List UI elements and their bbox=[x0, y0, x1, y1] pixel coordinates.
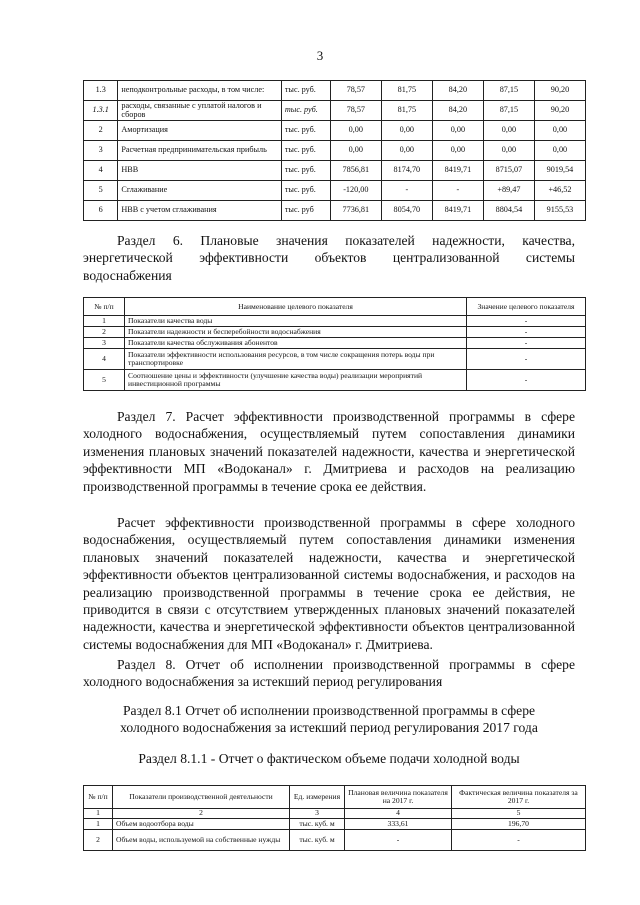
row-unit: тыс. руб. bbox=[281, 161, 330, 181]
row-name: Показатели качества обслуживания абонентов bbox=[125, 338, 467, 349]
row-value: 9155,53 bbox=[534, 201, 585, 221]
header-unit: Ед. измерения bbox=[290, 786, 345, 809]
index-cell: 1 bbox=[84, 809, 113, 819]
row-number: 4 bbox=[84, 349, 125, 370]
row-value: 0,00 bbox=[432, 141, 483, 161]
table-row bbox=[84, 316, 586, 327]
row-unit: тыс. руб. bbox=[281, 81, 330, 101]
header-value: Значение целевого показателя bbox=[467, 298, 586, 316]
row-value: - bbox=[467, 327, 586, 338]
row-plan: - bbox=[345, 830, 452, 851]
efficiency-text: Расчет эффективности производственной программы в сфере холодного водоснабжения, осуществляемый путем сопоставления динамики изменения плановых значений показателей надежности, качества и энергетической эффективности объектов централизованной системы водоснабжения, и расходов на реализацию производственной программы в течение срока ее действия, не приводится в связи с отсутствием утвержденных плановых значений показателей надежности, качества и энергетической эффективности объектов централизованной системы водоснабжения для МП «Водоканал» г. Дмитриева. bbox=[83, 515, 575, 652]
table-row bbox=[84, 121, 586, 141]
row-number: 4 bbox=[84, 161, 118, 181]
row-value: 8804,54 bbox=[483, 201, 534, 221]
row-value: +46,52 bbox=[534, 181, 585, 201]
target-indicators-table bbox=[83, 297, 586, 391]
row-number: 2 bbox=[84, 830, 113, 851]
row-value: 87,15 bbox=[483, 101, 534, 121]
row-value: 8419,71 bbox=[432, 161, 483, 181]
row-unit: тыс. куб. м bbox=[290, 819, 345, 830]
row-value: 90,20 bbox=[534, 81, 585, 101]
row-value: 8054,70 bbox=[381, 201, 432, 221]
header-plan: Плановая величина показателя на 2017 г. bbox=[345, 786, 452, 809]
row-value: - bbox=[432, 181, 483, 201]
row-value: 0,00 bbox=[483, 141, 534, 161]
index-cell: 4 bbox=[345, 809, 452, 819]
row-value: 8715,07 bbox=[483, 161, 534, 181]
row-value: 0,00 bbox=[381, 141, 432, 161]
table-row bbox=[84, 141, 586, 161]
row-value: 7736,81 bbox=[330, 201, 381, 221]
row-name: Амортизация bbox=[118, 121, 282, 141]
table-row bbox=[84, 349, 586, 370]
row-value: 9019,54 bbox=[534, 161, 585, 181]
section-8-1-1-heading: Раздел 8.1.1 - Отчет о фактическом объеме подачи холодной воды bbox=[138, 751, 520, 766]
row-fact: 196,70 bbox=[452, 819, 586, 830]
row-name: Показатели надежности и бесперебойности водоснабжения bbox=[125, 327, 467, 338]
header-name: Показатели производственной деятельности bbox=[113, 786, 290, 809]
header-num: № п/п bbox=[84, 786, 113, 809]
section-7-text: Раздел 7. Расчет эффективности производственной программы в сфере холодного водоснабжения, осуществляемый путем сопоставления динамики изменения плановых значений показателей надежности, качества и энергетической эффективности МП «Водоканал» г. Дмитриева и расходов на реализацию производственной программы в течение срока ее действия. bbox=[83, 409, 575, 494]
row-name: Расчетная предпринимательская прибыль bbox=[118, 141, 282, 161]
section-8-1-heading bbox=[83, 702, 575, 737]
row-value: 0,00 bbox=[381, 121, 432, 141]
row-plan: 333,61 bbox=[345, 819, 452, 830]
row-number: 2 bbox=[84, 121, 118, 141]
row-value: 0,00 bbox=[432, 121, 483, 141]
row-value: 0,00 bbox=[483, 121, 534, 141]
section-8-1-line2: холодного водоснабжения за истекший период регулирования 2017 года bbox=[120, 720, 538, 736]
water-supply-report-table bbox=[83, 785, 586, 851]
row-number: 3 bbox=[84, 141, 118, 161]
row-value: 78,57 bbox=[330, 81, 381, 101]
row-unit: тыс. руб. bbox=[281, 141, 330, 161]
row-fact: - bbox=[452, 830, 586, 851]
row-name: Объем водоотбора воды bbox=[113, 819, 290, 830]
row-number: 3 bbox=[84, 338, 125, 349]
row-value: 78,57 bbox=[330, 101, 381, 121]
row-value: -120,00 bbox=[330, 181, 381, 201]
row-value: 90,20 bbox=[534, 101, 585, 121]
row-value: 84,20 bbox=[432, 101, 483, 121]
section-6-text: Раздел 6. Плановые значения показателей надежности, качества, энергетической эффективности объектов централизованной системы водоснабжения bbox=[83, 233, 575, 283]
row-value: - bbox=[467, 338, 586, 349]
table-row bbox=[84, 161, 586, 181]
header-fact: Фактическая величина показателя за 2017 г. bbox=[452, 786, 586, 809]
section-6-heading bbox=[83, 232, 575, 284]
table-row bbox=[84, 81, 586, 101]
header-num: № п/п bbox=[84, 298, 125, 316]
table-row bbox=[84, 181, 586, 201]
table-row bbox=[84, 101, 586, 121]
row-unit: тыс. руб bbox=[281, 201, 330, 221]
row-name: Показатели эффективности использования ресурсов, в том числе сокращения потерь воды при транспортировке bbox=[125, 349, 467, 370]
table-header-row bbox=[84, 786, 586, 809]
row-name: Соотношение цены и эффективности (улучшение качества воды) реализации мероприятий инвестиционной программы bbox=[125, 370, 467, 391]
row-number: 6 bbox=[84, 201, 118, 221]
row-number: 1.3.1 bbox=[84, 101, 118, 121]
row-value: - bbox=[467, 349, 586, 370]
row-unit: тыс. куб. м bbox=[290, 830, 345, 851]
section-8-heading bbox=[83, 656, 575, 691]
section-8-text: Раздел 8. Отчет об исполнении производственной программы в сфере холодного водоснабжения за истекший период регулирования bbox=[83, 657, 575, 690]
row-value: - bbox=[467, 370, 586, 391]
row-name: неподконтрольные расходы, в том числе: bbox=[118, 81, 282, 101]
row-value: 0,00 bbox=[330, 121, 381, 141]
row-name: Показатели качества воды bbox=[125, 316, 467, 327]
row-number: 1 bbox=[84, 819, 113, 830]
row-number: 2 bbox=[84, 327, 125, 338]
row-unit: тыс. руб. bbox=[281, 121, 330, 141]
row-value: 0,00 bbox=[534, 121, 585, 141]
row-value: 0,00 bbox=[330, 141, 381, 161]
efficiency-paragraph bbox=[83, 514, 575, 653]
row-value: +89,47 bbox=[483, 181, 534, 201]
index-cell: 3 bbox=[290, 809, 345, 819]
row-value: 7856,81 bbox=[330, 161, 381, 181]
row-number: 5 bbox=[84, 370, 125, 391]
table-row bbox=[84, 201, 586, 221]
table-index-row bbox=[84, 809, 586, 819]
row-value: 8419,71 bbox=[432, 201, 483, 221]
row-value: 81,75 bbox=[381, 81, 432, 101]
section-7-heading bbox=[83, 408, 575, 495]
row-number: 1.3 bbox=[84, 81, 118, 101]
row-value: - bbox=[381, 181, 432, 201]
row-name: Сглаживание bbox=[118, 181, 282, 201]
index-cell: 5 bbox=[452, 809, 586, 819]
table-header-row bbox=[84, 298, 586, 316]
row-unit: тыс. руб. bbox=[281, 181, 330, 201]
row-value: 81,75 bbox=[381, 101, 432, 121]
row-value: - bbox=[467, 316, 586, 327]
row-name: расходы, связанные с уплатой налогов и сборов bbox=[118, 101, 282, 121]
table-row bbox=[84, 338, 586, 349]
page-number: 3 bbox=[316, 48, 324, 63]
row-value: 87,15 bbox=[483, 81, 534, 101]
row-value: 84,20 bbox=[432, 81, 483, 101]
budget-table bbox=[83, 80, 586, 221]
index-cell: 2 bbox=[113, 809, 290, 819]
row-unit: тыс. руб. bbox=[281, 101, 330, 121]
row-name: НВВ bbox=[118, 161, 282, 181]
section-8-1-line1: Раздел 8.1 Отчет об исполнении производственной программы в сфере bbox=[122, 703, 536, 718]
row-number: 1 bbox=[84, 316, 125, 327]
row-name: Объем воды, используемой на собственные нужды bbox=[113, 830, 290, 851]
row-value: 0,00 bbox=[534, 141, 585, 161]
table-row bbox=[84, 327, 586, 338]
row-number: 5 bbox=[84, 181, 118, 201]
row-value: 8174,70 bbox=[381, 161, 432, 181]
table-row bbox=[84, 370, 586, 391]
table-row bbox=[84, 830, 586, 851]
table-row bbox=[84, 819, 586, 830]
header-name: Наименование целевого показателя bbox=[125, 298, 467, 316]
row-name: НВВ с учетом сглаживания bbox=[118, 201, 282, 221]
